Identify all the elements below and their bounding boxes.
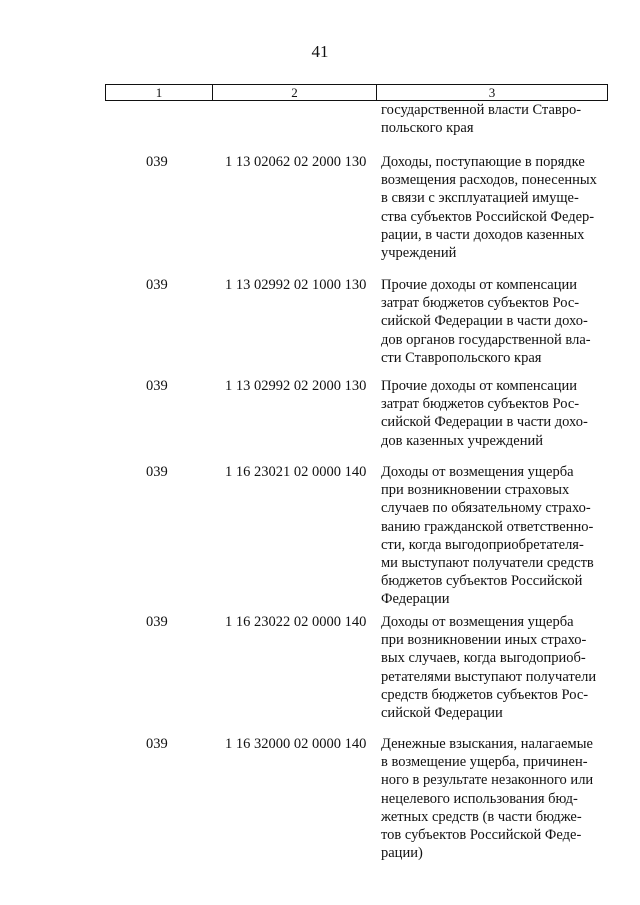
name-line: средств бюджетов субъектов Рос- xyxy=(381,686,589,703)
name-line: ного в результате незаконного или xyxy=(381,772,594,789)
name-line: бюджетов субъектов Российской xyxy=(381,573,583,590)
name-line: Денежные взыскания, налагаемые xyxy=(381,736,593,752)
budget-code: 1 16 32000 02 0000 140 xyxy=(225,736,367,752)
revenue-name xyxy=(381,276,606,367)
budget-code: 1 16 23022 02 0000 140 xyxy=(225,614,367,630)
name-line: затрат бюджетов субъектов Рос- xyxy=(381,396,580,413)
admin-code: 039 xyxy=(146,154,168,170)
budget-code: 1 16 23021 02 0000 140 xyxy=(225,464,367,480)
name-line: дов органов государственной вла- xyxy=(381,331,591,348)
admin-code: 039 xyxy=(146,277,168,293)
name-line: ми выступают получатели средств xyxy=(381,555,594,572)
name-line: ретателями выступают получатели xyxy=(381,668,597,685)
name-line: возмещения расходов, понесенных xyxy=(381,172,597,189)
revenue-name xyxy=(381,153,606,262)
name-line: сийской Федерации xyxy=(381,705,503,722)
name-line: случаев по обязательному страхо- xyxy=(381,500,591,517)
revenue-name xyxy=(381,377,606,450)
name-line: Прочие доходы от компенсации xyxy=(381,277,578,293)
name-line: затрат бюджетов субъектов Рос- xyxy=(381,295,580,312)
table-header-col-3: 3 xyxy=(488,85,496,100)
revenue-name xyxy=(381,613,606,722)
table-header-col-1: 1 xyxy=(106,85,213,100)
revenue-name xyxy=(381,735,606,862)
name-line: сийской Федерации в части дохо- xyxy=(381,414,588,431)
admin-code: 039 xyxy=(146,464,168,480)
name-line: в связи с эксплуатацией имуще- xyxy=(381,190,579,207)
table-header-col-2: 2 xyxy=(213,85,377,100)
name-line: сти Ставропольского края xyxy=(381,349,542,366)
name-line: ванию гражданской ответственно- xyxy=(381,518,594,535)
budget-code: 1 13 02062 02 2000 130 xyxy=(225,154,367,170)
continuation-text xyxy=(381,101,606,137)
name-line: Доходы от возмещения ущерба xyxy=(381,614,574,630)
name-line: сти, когда выгодоприобретателя- xyxy=(381,536,584,553)
name-line: рации) xyxy=(381,845,423,862)
name-line: тов субъектов Российской Феде- xyxy=(381,827,582,844)
table-header xyxy=(105,84,608,101)
name-line: Прочие доходы от компенсации xyxy=(381,378,578,394)
name-line: сийской Федерации в части дохо- xyxy=(381,313,588,330)
name-line: Доходы, поступающие в порядке xyxy=(381,154,585,170)
name-line: польского края xyxy=(381,120,474,137)
name-line: государственной власти Ставро- xyxy=(381,102,582,118)
name-line: Федерации xyxy=(381,591,450,608)
admin-code: 039 xyxy=(146,736,168,752)
name-line: в возмещение ущерба, причинен- xyxy=(381,754,588,771)
revenue-name xyxy=(381,463,606,609)
name-line: нецелевого использования бюд- xyxy=(381,790,578,807)
name-line: жетных средств (в части бюдже- xyxy=(381,808,582,825)
name-line: Доходы от возмещения ущерба xyxy=(381,464,574,480)
name-line: вых случаев, когда выгодоприоб- xyxy=(381,650,586,667)
admin-code: 039 xyxy=(146,614,168,630)
name-line: дов казенных учреждений xyxy=(381,432,543,449)
name-line: ства субъектов Российской Федер- xyxy=(381,208,595,225)
name-line: учреждений xyxy=(381,245,457,262)
admin-code: 039 xyxy=(146,378,168,394)
name-line: при возникновении иных страхо- xyxy=(381,632,587,649)
budget-code: 1 13 02992 02 2000 130 xyxy=(225,378,367,394)
page-number: 41 xyxy=(311,42,329,61)
name-line: рации, в части доходов казенных xyxy=(381,226,585,243)
budget-code: 1 13 02992 02 1000 130 xyxy=(225,277,367,293)
name-line: при возникновении страховых xyxy=(381,482,570,499)
